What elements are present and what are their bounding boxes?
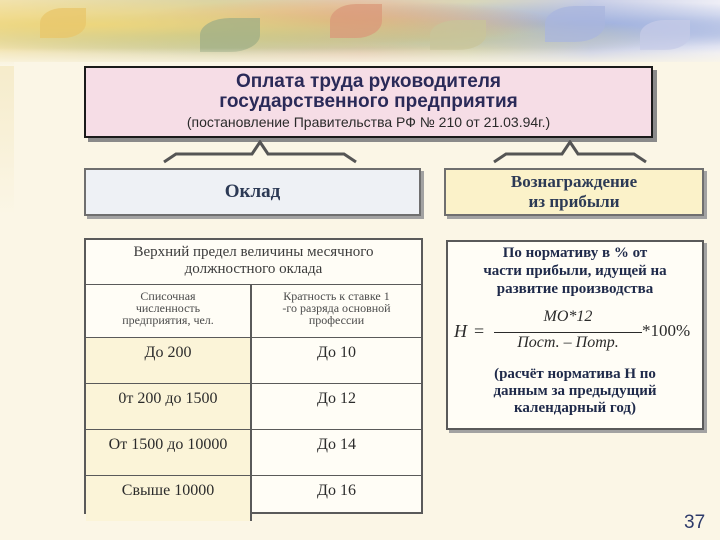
reward-panel	[446, 240, 704, 430]
salary-section-header: Оклад	[84, 168, 421, 216]
norm-formula	[454, 308, 700, 356]
table-column-headers	[86, 285, 421, 338]
title-line-1: Оплата труда руководителя	[235, 71, 502, 92]
left-decorative-stripe	[0, 0, 14, 540]
leaf-decoration	[430, 20, 486, 50]
reward-description-line: развитие производства	[496, 281, 654, 297]
note-line: календарный год)	[513, 400, 637, 416]
note-line: (расчёт норматива Н по	[494, 366, 656, 382]
table-header-line-2: должностного оклада	[184, 261, 323, 277]
note-line: данным за предыдущий	[493, 383, 657, 399]
formula-equals: =	[474, 321, 485, 341]
title-box	[84, 66, 653, 138]
cell-ratio: До 10	[317, 344, 356, 361]
leaf-decoration	[200, 18, 260, 52]
cell-staff: До 200	[86, 338, 252, 383]
reward-section-header	[444, 168, 704, 216]
formula-multiplier: *100%	[642, 321, 691, 340]
title-line-2: государственного предприятия	[219, 91, 518, 112]
reward-header-line-2: из прибыли	[528, 192, 620, 211]
column-header-staff	[86, 285, 252, 337]
reward-header-line-1: Вознаграждение	[510, 172, 638, 191]
cell-staff: Свыше 10000	[86, 476, 252, 521]
formula-denominator: Пост. – Потр.	[517, 334, 619, 351]
title-subtitle: (постановление Правительства РФ № 210 от 21.03.94г.)	[186, 114, 551, 130]
right-bracket	[490, 140, 650, 164]
table-row	[86, 476, 421, 521]
leaf-decoration	[640, 20, 690, 50]
norm-calculation-note	[448, 366, 702, 417]
banner-fade	[0, 48, 720, 66]
cell-staff: 0т 200 до 1500	[86, 384, 252, 429]
reward-description-line: части прибыли, идущей на	[483, 263, 667, 279]
reward-description	[448, 242, 702, 298]
cell-staff: От 1500 до 10000	[86, 430, 252, 475]
cell-ratio: До 14	[317, 436, 356, 453]
leaf-decoration	[330, 4, 382, 38]
table-header-line-1: Верхний предел величины месячного	[133, 244, 374, 260]
cell-ratio: До 12	[317, 390, 356, 407]
leaf-decoration	[40, 8, 86, 38]
leaf-decoration	[545, 6, 605, 42]
reward-description-line: По нормативу в % от	[502, 245, 648, 261]
column-header-ratio	[252, 285, 421, 337]
formula-numerator: МО*12	[543, 308, 593, 325]
table-row	[86, 338, 421, 384]
left-bracket	[160, 140, 360, 164]
column-header-ratio-line: профессии	[308, 313, 365, 327]
column-header-staff-line: предприятия, чел.	[122, 313, 214, 327]
column-header-staff-line: численность	[135, 301, 201, 315]
table-row	[86, 430, 421, 476]
formula-fraction-bar	[494, 332, 642, 333]
salary-table-header	[86, 240, 421, 285]
column-header-ratio-line: -го разряда основной	[282, 301, 391, 315]
column-header-staff-line: Списочная	[140, 289, 196, 303]
column-header-ratio-line: Кратность к ставке 1	[283, 289, 390, 303]
table-row	[86, 384, 421, 430]
page-number: 37	[684, 512, 706, 533]
salary-table	[84, 238, 423, 514]
formula-lhs: H	[454, 321, 467, 341]
cell-ratio: До 16	[317, 482, 356, 499]
